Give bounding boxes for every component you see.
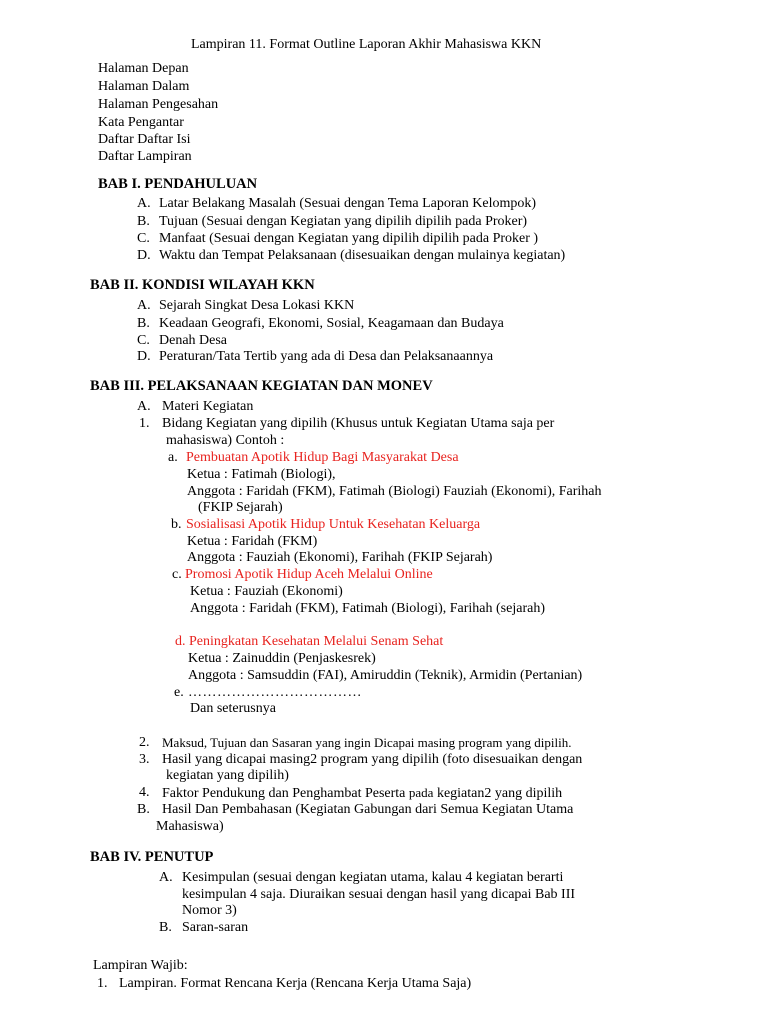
- etc-text: Dan seterusnya: [190, 701, 276, 716]
- activity-anggota: Anggota : Samsuddin (FAI), Amiruddin (Teknik), Armidin (Pertanian): [188, 668, 583, 683]
- bab4-heading: BAB IV. PENUTUP: [90, 849, 214, 865]
- list-item: Keadaan Geografi, Ekonomi, Sosial, Keagamaan dan Budaya: [159, 316, 504, 331]
- list-item-continuation: kegiatan yang dipilih): [166, 768, 289, 783]
- list-marker: B.: [159, 920, 172, 935]
- activity-ketua: Ketua : Zainuddin (Penjaskesrek): [188, 651, 376, 666]
- list-item: Hasil Dan Pembahasan (Kegiatan Gabungan dari Semua Kegiatan Utama: [162, 802, 574, 817]
- activity-anggota: Anggota : Fauziah (Ekonomi), Farihah (FKIP Sejarah): [187, 550, 493, 565]
- list-marker: A.: [137, 196, 151, 211]
- list-marker: 2.: [139, 735, 150, 750]
- bab3-heading: BAB III. PELAKSANAAN KEGIATAN DAN MONEV: [90, 378, 433, 394]
- front-matter-item: Halaman Depan: [98, 61, 189, 76]
- list-item-continuation: mahasiswa) Contoh :: [166, 433, 285, 448]
- list-marker: B.: [137, 802, 150, 817]
- list-marker: C.: [137, 231, 150, 246]
- list-marker: 1.: [97, 976, 108, 991]
- list-marker: D.: [137, 248, 151, 263]
- activity-marker: a.: [168, 450, 178, 465]
- list-marker: B.: [137, 316, 150, 331]
- activity-title: Sosialisasi Apotik Hidup Untuk Kesehatan Keluarga: [186, 517, 481, 532]
- list-item: Saran-saran: [182, 920, 249, 935]
- list-item: Kesimpulan (sesuai dengan kegiatan utama, kalau 4 kegiatan berarti: [182, 870, 564, 885]
- list-marker: C.: [137, 333, 150, 348]
- activity-marker: c.: [172, 567, 182, 582]
- activity-ketua: Ketua : Fatimah (Biologi),: [187, 467, 336, 482]
- list-item: Maksud, Tujuan dan Sasaran yang ingin Dicapai masing program yang dipilih.: [162, 735, 572, 750]
- list-item: Lampiran. Format Rencana Kerja (Rencana Kerja Utama Saja): [119, 976, 472, 991]
- activity-title: Pembuatan Apotik Hidup Bagi Masyarakat Desa: [186, 450, 459, 465]
- bab2-heading: BAB II. KONDISI WILAYAH KKN: [90, 277, 315, 293]
- list-item: Bidang Kegiatan yang dipilih (Khusus untuk Kegiatan Utama saja per: [162, 416, 555, 431]
- list-item: Materi Kegiatan: [162, 399, 254, 414]
- bab1-heading: BAB I. PENDAHULUAN: [98, 176, 258, 192]
- front-matter-item: Daftar Lampiran: [98, 149, 192, 164]
- activity-anggota: Anggota : Faridah (FKM), Fatimah (Biologi), Farihah (sejarah): [190, 601, 545, 616]
- list-item-continuation: Nomor 3): [182, 903, 237, 918]
- activity-anggota: Anggota : Faridah (FKM), Fatimah (Biologi) Fauziah (Ekonomi), Farihah: [187, 484, 602, 499]
- front-matter-item: Kata Pengantar: [98, 115, 184, 130]
- list-item: Waktu dan Tempat Pelaksanaan (disesuaikan dengan mulainya kegiatan): [159, 248, 566, 263]
- activity-title: Promosi Apotik Hidup Aceh Melalui Online: [185, 567, 433, 582]
- list-marker: 1.: [139, 416, 150, 431]
- list-item: [162, 784, 562, 802]
- list-item-continuation: kesimpulan 4 saja. Diuraikan sesuai dengan hasil yang dicapai Bab III: [182, 887, 576, 902]
- list-marker: 4.: [139, 785, 150, 800]
- list-item-part: Faktor Pendukung dan Penghambat Peserta: [162, 786, 406, 801]
- list-item-continuation: Mahasiswa): [156, 819, 224, 834]
- activity-marker: d.: [175, 634, 186, 649]
- activity-anggota-continuation: (FKIP Sejarah): [198, 500, 283, 515]
- activity-ketua: Ketua : Faridah (FKM): [187, 534, 318, 549]
- activity-marker: e.: [174, 685, 184, 700]
- list-item: Peraturan/Tata Tertib yang ada di Desa dan Pelaksanaannya: [159, 349, 494, 364]
- placeholder-dots: ………………………………: [188, 685, 362, 700]
- list-item: Hasil yang dicapai masing2 program yang dipilih (foto disesuaikan dengan: [162, 752, 583, 767]
- lampiran-heading: Lampiran Wajib:: [93, 958, 188, 973]
- list-marker: D.: [137, 349, 151, 364]
- list-item: Denah Desa: [159, 333, 228, 348]
- front-matter-item: Halaman Pengesahan: [98, 97, 219, 112]
- list-item: Tujuan (Sesuai dengan Kegiatan yang dipilih dipilih pada Proker): [159, 214, 528, 229]
- list-item-part: kegiatan2 yang dipilih: [436, 786, 563, 801]
- list-marker: 3.: [139, 752, 150, 767]
- list-marker: A.: [137, 399, 151, 414]
- list-item: Manfaat (Sesuai dengan Kegiatan yang dipilih dipilih pada Proker ): [159, 231, 539, 246]
- list-item: Latar Belakang Masalah (Sesuai dengan Tema Laporan Kelompok): [159, 196, 537, 211]
- activity-ketua: Ketua : Fauziah (Ekonomi): [190, 584, 343, 599]
- list-marker: B.: [137, 214, 150, 229]
- activity-marker: b.: [171, 517, 182, 532]
- list-marker: A.: [159, 870, 173, 885]
- page-title: Lampiran 11. Format Outline Laporan Akhir Mahasiswa KKN: [191, 37, 542, 52]
- list-item-part: pada: [408, 785, 434, 800]
- front-matter-item: Daftar Daftar Isi: [98, 132, 191, 147]
- front-matter-item: Halaman Dalam: [98, 79, 190, 94]
- activity-title: Peningkatan Kesehatan Melalui Senam Sehat: [189, 634, 444, 649]
- list-item: Sejarah Singkat Desa Lokasi KKN: [159, 298, 355, 313]
- list-marker: A.: [137, 298, 151, 313]
